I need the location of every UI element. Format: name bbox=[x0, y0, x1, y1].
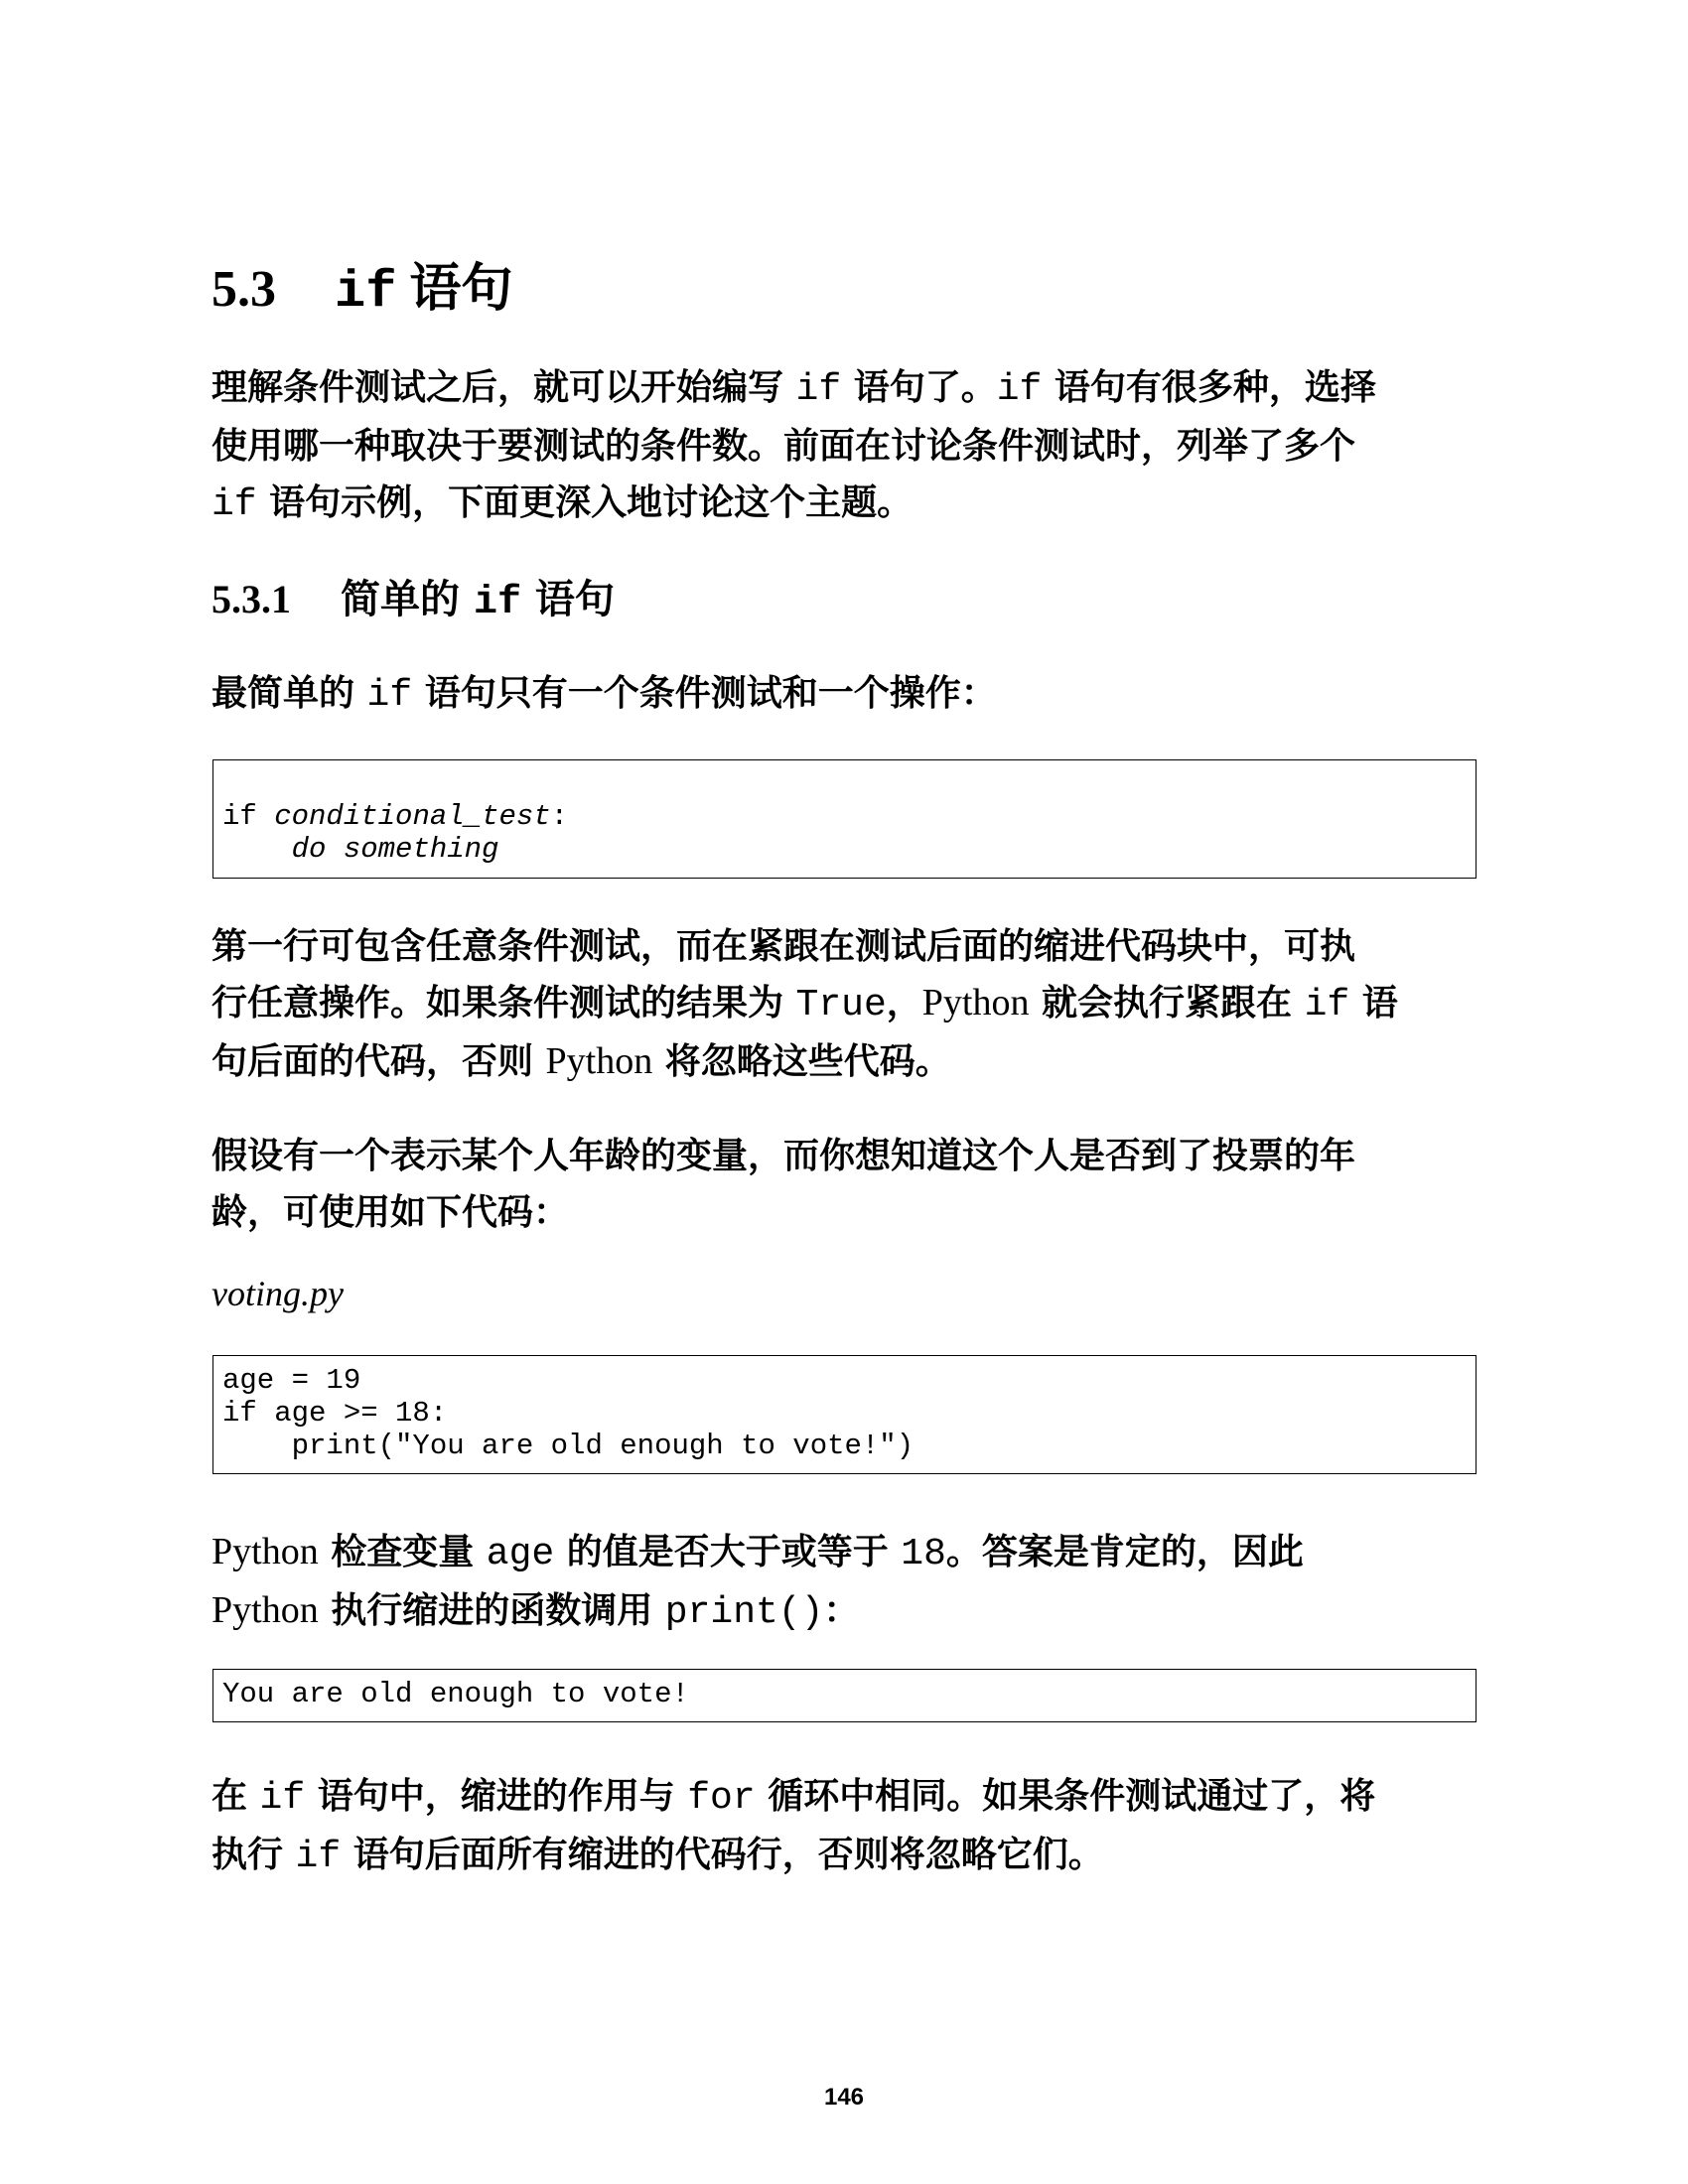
text: 第一行可包含任意条件测试，而在紧跟在测试后面的缩进代码块中，可执 bbox=[211, 926, 1356, 967]
subsection-code: if bbox=[473, 581, 521, 625]
text: Python bbox=[545, 1040, 653, 1082]
paragraph-simple-if bbox=[211, 665, 1492, 724]
text: 语句了。 bbox=[841, 367, 997, 408]
inline-code: if bbox=[211, 483, 257, 526]
section-heading bbox=[211, 246, 512, 322]
inline-code: 18 bbox=[901, 1533, 946, 1575]
code-block-voting bbox=[212, 1355, 1477, 1474]
code-placeholder: do something bbox=[291, 833, 499, 866]
text: 语句中，缩进的作用与 bbox=[305, 1776, 688, 1817]
code-block-syntax bbox=[212, 759, 1477, 879]
text: 语句后面所有缩进的代码行，否则将忽略它们。 bbox=[341, 1835, 1104, 1875]
code-text: : bbox=[550, 800, 569, 833]
inline-code: if bbox=[996, 368, 1043, 411]
paragraph-indent bbox=[211, 1768, 1492, 1885]
text: 使用哪一种取决于要测试的条件数。前面在讨论条件测试时，列举了多个 bbox=[211, 426, 1356, 467]
inline-code: print() bbox=[664, 1591, 824, 1634]
text: Python bbox=[921, 982, 1030, 1024]
intro-paragraph bbox=[211, 359, 1492, 533]
text: Python bbox=[211, 1531, 319, 1572]
text: Python bbox=[211, 1589, 319, 1631]
text: 行任意操作。如果条件测试的结果为 bbox=[211, 983, 796, 1024]
page-number: 146 bbox=[823, 2084, 865, 2111]
code-filename: voting.py bbox=[211, 1274, 344, 1313]
inline-code: True bbox=[795, 984, 887, 1026]
code-keyword: if bbox=[222, 800, 275, 833]
section-number: 5.3 bbox=[211, 261, 276, 318]
text: 。答案是肯定的，因此 bbox=[945, 1532, 1304, 1572]
text: 最简单的 bbox=[211, 673, 367, 714]
paragraph-explanation bbox=[211, 918, 1492, 1090]
text: ， bbox=[886, 983, 922, 1024]
text: 假设有一个表示某个人年龄的变量，而你想知道这个人是否到了投票的年 bbox=[211, 1136, 1356, 1176]
text: 龄，可使用如下代码： bbox=[211, 1192, 570, 1233]
code-line: age = 19 bbox=[222, 1364, 361, 1397]
section-title: 语句 bbox=[409, 259, 513, 319]
subsection-title: 简单的 bbox=[341, 577, 474, 622]
text: ： bbox=[823, 1590, 860, 1631]
subsection-title: 语句 bbox=[520, 577, 615, 622]
inline-code: if bbox=[295, 1836, 342, 1878]
text: 语句有很多种，选择 bbox=[1042, 367, 1376, 408]
code-block-output bbox=[212, 1669, 1477, 1722]
text: 检查变量 bbox=[318, 1532, 487, 1572]
text: 在 bbox=[211, 1776, 260, 1817]
paragraph-voting bbox=[211, 1128, 1492, 1241]
code-placeholder: conditional_test bbox=[274, 800, 551, 833]
inline-code: if bbox=[259, 1777, 306, 1820]
inline-code: if bbox=[366, 674, 413, 717]
text: 就会执行紧跟在 bbox=[1029, 983, 1305, 1024]
text: 句后面的代码，否则 bbox=[211, 1041, 546, 1082]
paragraph-check bbox=[211, 1524, 1492, 1641]
text: 理解条件测试之后，就可以开始编写 bbox=[211, 367, 796, 408]
text: 语句示例，下面更深入地讨论这个主题。 bbox=[256, 482, 914, 523]
text: 将忽略这些代码。 bbox=[652, 1041, 951, 1082]
text: 语句只有一个条件测试和一个操作： bbox=[412, 673, 997, 714]
text: 执行 bbox=[211, 1835, 296, 1875]
text: 语 bbox=[1349, 983, 1398, 1024]
inline-code: if bbox=[795, 368, 842, 411]
subsection-number: 5.3.1 bbox=[211, 577, 291, 621]
inline-code: for bbox=[687, 1777, 756, 1820]
subsection-heading bbox=[211, 568, 615, 625]
text: 执行缩进的函数调用 bbox=[318, 1590, 665, 1631]
inline-code: if bbox=[1304, 984, 1350, 1026]
code-indent bbox=[222, 833, 292, 866]
code-line: print("You are old enough to vote!") bbox=[222, 1430, 914, 1462]
inline-code: age bbox=[486, 1533, 555, 1575]
section-code: if bbox=[335, 263, 397, 322]
text: 的值是否大于或等于 bbox=[554, 1532, 902, 1572]
code-line: if age >= 18: bbox=[222, 1397, 448, 1430]
text: 循环中相同。如果条件测试通过了，将 bbox=[755, 1776, 1376, 1817]
code-output: You are old enough to vote! bbox=[222, 1678, 689, 1710]
